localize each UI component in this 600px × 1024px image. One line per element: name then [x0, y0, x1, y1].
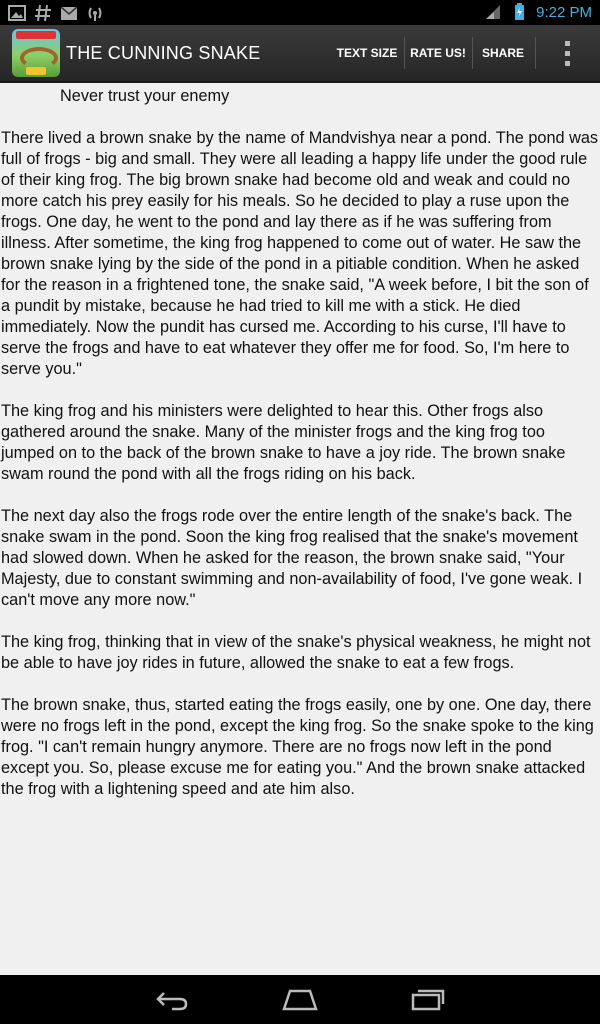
story-paragraph: The next day also the frogs rode over the entire length of the snake's back. The snake swam in the pond. Soon the king frog realised that the snake's movement had slowed down. When he asked for the reason, the brown snake said, "Your Majesty, due to constant swimming and non-availability of food, I've gone weak. I can't move any more now.": [1, 507, 583, 609]
story-paragraph: The king frog and his ministers were delighted to hear this. Other frogs also gathered around the snake. Many of the minister frogs and the king frog too jumped on to the back of the brown snake to have a joy ride. The brown snake swam round the pond with all the frogs riding on his back.: [1, 402, 566, 483]
mail-icon: [60, 4, 78, 22]
rate-us-button[interactable]: RATE US!: [410, 46, 466, 60]
app-title: THE CUNNING SNAKE: [66, 43, 261, 63]
recent-apps-icon[interactable]: [410, 985, 446, 1013]
story-paragraph: The king frog, thinking that in view of the snake's physical weakness, he might not be able to have joy rides in future, allowed the snake to eat a few frogs.: [1, 633, 591, 672]
story-paragraph: There lived a brown snake by the name of Mandvishya near a pond. The pond was full of frogs - big and small. They were all leading a happy life under the good rule of their king frog. The big brown snake had become old and weak and could no more catch his prey easily for his meals. So he decided to play a ruse upon the frogs. One day, he went to the pond and lay there as if he was suffering from illness. After sometime, the king frog happened to come out of water. He saw the brown snake lying by the side of the pond in a pitiable condition. When he asked for the reason in a frightened tone, the snake said, "A week before, I bit the son of a pundit by mistake, because he had tried to kill me with a stick. He died immediately. Now the pundit has cursed me. According to his curse, I'll have to serve the frogs and have to eat whatever they offer me for food. So, I'm here to serve you.": [1, 129, 599, 378]
share-button[interactable]: SHARE: [481, 46, 524, 60]
navigation-bar: [0, 975, 600, 1024]
app-logo[interactable]: [12, 29, 60, 77]
battery-charging-icon: [510, 3, 528, 21]
action-divider: [404, 37, 405, 69]
wireless-icon: [86, 4, 104, 22]
text-size-button[interactable]: TEXT SIZE: [336, 46, 398, 60]
overflow-menu-icon[interactable]: [560, 39, 574, 67]
action-bar: [0, 25, 600, 83]
status-bar: [0, 0, 600, 25]
back-icon[interactable]: [154, 985, 190, 1013]
gallery-icon: [8, 4, 26, 22]
hashtag-icon: [34, 4, 52, 22]
story-paragraph: The brown snake, thus, started eating the frogs easily, one by one. One day, there were no frogs left in the pond, except the king frog. So the snake spoke to the king frog. "I can't remain hungry anymore. There are no frogs now left in the pond except you. So, please excuse me for eating you." And the brown snake attacked the frog with a lightening speed and ate him also.: [1, 696, 594, 798]
action-divider: [472, 37, 473, 69]
story-content[interactable]: [0, 83, 600, 975]
home-icon[interactable]: [282, 985, 318, 1013]
action-divider: [535, 37, 536, 69]
signal-icon: [484, 3, 502, 21]
story-subtitle: Never trust your enemy: [60, 87, 230, 105]
clock-time: 9:22 PM: [536, 3, 592, 21]
